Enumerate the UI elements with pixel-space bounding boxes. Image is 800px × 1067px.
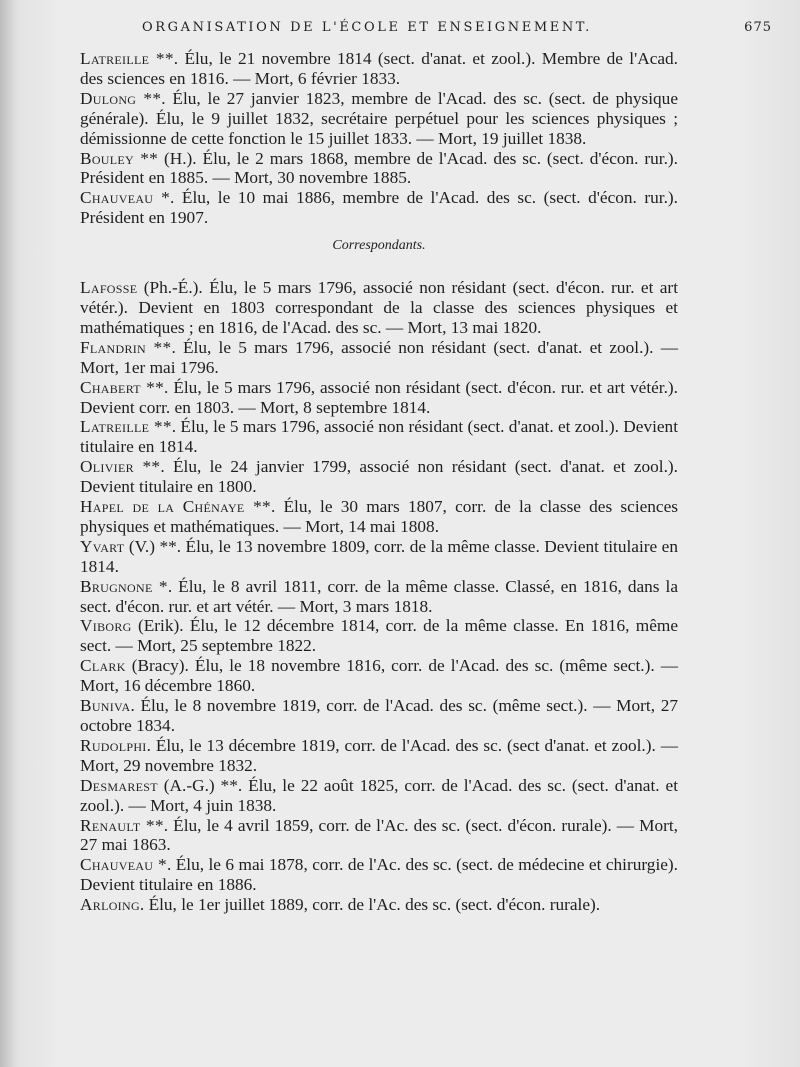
entry-name: Lafosse — [80, 278, 138, 298]
correspondents-list — [80, 278, 678, 915]
correspondent-entry — [80, 457, 678, 497]
entry-text: . Élu, le 8 novembre 1819, corr. de l'Acad. des sc. (même sect.). — Mort, 27 octobre 1834. — [80, 696, 678, 735]
entry-name: Buniva — [80, 696, 131, 716]
correspondent-entry — [80, 696, 678, 736]
correspondent-entry — [80, 776, 678, 816]
entry-name: Latreille ** — [80, 417, 172, 437]
correspondent-entry — [80, 278, 678, 338]
member-entry — [80, 149, 678, 189]
correspondent-entry — [80, 855, 678, 895]
entry-name: Bouley ** — [80, 148, 159, 168]
entry-text: (V.) **. Élu, le 13 novembre 1809, corr. de la même classe. Devient titulaire en 1814. — [80, 536, 678, 576]
page-number: 675 — [744, 20, 772, 35]
member-entry — [80, 49, 678, 89]
entry-name: Clark — [80, 656, 126, 676]
entry-text: (Bracy). Élu, le 18 novembre 1816, corr. de l'Acad. des sc. (même sect.). — Mort, 16 décembre 1860. — [80, 656, 678, 696]
entry-name: Yvart — [80, 536, 125, 556]
entry-name: Chauveau * — [80, 188, 171, 208]
entry-text: (Erik). Élu, le 12 décembre 1814, corr. de la même classe. En 1816, même sect. — Mort, 25 septembre 1822. — [80, 616, 678, 656]
member-entry — [80, 89, 678, 149]
correspondent-entry — [80, 736, 678, 776]
correspondent-entry — [80, 338, 678, 378]
entry-text: . Élu, le 21 novembre 1814 (sect. d'anat. et zool.). Membre de l'Acad. des sciences en 1816. — Mort, 6 février 1833. — [80, 49, 678, 88]
correspondent-entry — [80, 378, 678, 418]
entry-text: . Élu, le 1er juillet 1889, corr. de l'Ac. des sc. (sect. d'écon. rurale). — [139, 895, 601, 915]
entry-text: (A.-G.) **. Élu, le 22 août 1825, corr. de l'Acad. des sc. (sect. d'anat. et zool.). — Mort, 4 juin 1838. — [80, 775, 678, 815]
entry-name: Flandrin ** — [80, 337, 172, 357]
correspondent-entry — [80, 497, 678, 537]
entry-name: Brugnone * — [80, 576, 168, 596]
entry-text: . Élu, le 13 décembre 1819, corr. de l'Acad. des sc. (sect d'anat. et zool.). — Mort, 29 novembre 1832. — [80, 735, 678, 775]
entry-text: (H.). Élu, le 2 mars 1868, membre de l'Acad. des sc. (sect. d'écon. rur.). Président en 1885. — Mort, 30 novembre 1885. — [80, 148, 678, 188]
entry-name: Rudolphi — [80, 735, 147, 755]
entry-text: . Élu, le 27 janvier 1823, membre de l'Acad. des sc. (sect. de physique générale). Élu, le 9 juillet 1832, secrétaire perpétuel pour les sciences physiques ; démissionne de cette fonction le 15 juillet 1833. — Mort, 19 juillet 1838. — [80, 88, 678, 148]
correspondent-entry — [80, 537, 678, 577]
entry-text: . Élu, le 8 avril 1811, corr. de la même classe. Classé, en 1816, dans la sect. d'écon. rur. et art vétér. — Mort, 3 mars 1818. — [80, 576, 678, 616]
correspondent-entry — [80, 656, 678, 696]
entry-name: Latreille ** — [80, 49, 174, 68]
entry-text: . Élu, le 4 avril 1859, corr. de l'Ac. des sc. (sect. d'écon. rurale). — Mort, 27 mai 1863. — [80, 815, 679, 855]
correspondent-entry — [80, 616, 678, 656]
entry-text: . Élu, le 5 mars 1796, associé non résidant (sect. d'anat. et zool.). — Mort, 1er mai 1796. — [80, 337, 678, 377]
running-head: ORGANISATION DE L'ÉCOLE ET ENSEIGNEMENT. — [142, 20, 592, 35]
page-header — [142, 20, 772, 35]
entry-name: Arloing — [80, 895, 140, 915]
entry-text: . Élu, le 5 mars 1796, associé non résidant (sect. d'anat. et zool.). Devient titulaire en 1814. — [80, 417, 678, 457]
entry-name: Chauveau * — [80, 855, 167, 875]
entry-name: Hapel de la Chénaye ** — [80, 497, 271, 517]
member-entry — [80, 188, 678, 228]
members-list — [80, 49, 678, 228]
entry-text: . Élu, le 30 mars 1807, corr. de la classe des sciences physiques et mathématiques. — Mort, 14 mai 1808. — [80, 497, 678, 536]
entry-text: (Ph.-É.). Élu, le 5 mars 1796, associé non résidant (sect. d'écon. rur. et art vétér.). Devient en 1803 correspondant de la classe des sciences physiques et mathématiques ; en 1816, de l'Acad. des sc. — Mort, 13 mai 1820. — [80, 278, 678, 337]
entry-name: Dulong ** — [80, 88, 162, 108]
entry-name: Olivier ** — [80, 457, 161, 477]
correspondent-entry — [80, 895, 678, 915]
entry-text: . Élu, le 24 janvier 1799, associé non résidant (sect. d'anat. et zool.). Devient titulaire en 1800. — [80, 457, 679, 497]
entry-name: Renault ** — [80, 815, 164, 835]
entry-name: Chabert ** — [80, 377, 165, 397]
entry-name: Desmarest — [80, 775, 158, 795]
correspondent-entry — [80, 816, 678, 856]
page-body — [80, 49, 678, 915]
entry-name: Viborg — [80, 616, 132, 636]
entry-text: . Élu, le 5 mars 1796, associé non résidant (sect. d'écon. rur. et art vétér.). Devient corr. en 1803. — Mort, 8 septembre 1814. — [80, 377, 678, 417]
correspondent-entry — [80, 577, 678, 617]
entry-text: . Élu, le 6 mai 1878, corr. de l'Ac. des sc. (sect. de médecine et chirurgie). Devient titulaire en 1886. — [80, 855, 678, 895]
correspondent-entry — [80, 417, 678, 457]
section-title: Correspondants. — [332, 238, 426, 254]
entry-text: . Élu, le 10 mai 1886, membre de l'Acad. des sc. (sect. d'écon. rur.). Président en 1907. — [80, 188, 678, 228]
